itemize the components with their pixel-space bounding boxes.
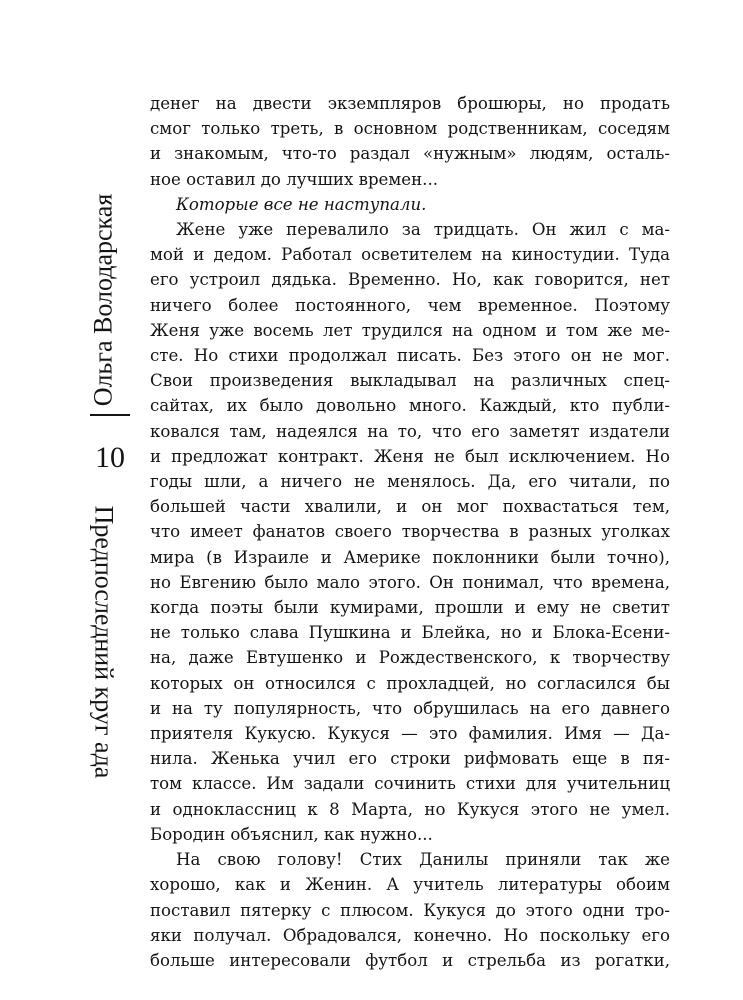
text-line: годы шли, а ничего не менялось. Да, его читали, по (150, 472, 670, 492)
running-header-title (86, 492, 120, 792)
text-line: что имеет фанатов своего творчества в разных уголках (150, 522, 670, 542)
text-line: приятеля Кукусю. Кукуся — это фамилия. Имя — Да- (150, 724, 670, 744)
header-divider (90, 414, 130, 416)
text-line: сайтах, их было довольно много. Каждый, кто публи- (150, 396, 670, 416)
text-line: больше интересовали футбол и стрельба из рогатки, (150, 950, 670, 970)
author-name: Ольга Володарская (88, 193, 117, 407)
text-line: денег на двести экземпляров брошюры, но продать (150, 94, 670, 113)
book-title: Предпоследний круг ада (89, 505, 118, 779)
text-line: Женя уже восемь лет трудился на одном и том же ме- (150, 320, 670, 340)
text-line: На свою голову! Стих Данилы приняли так же (176, 850, 670, 870)
text-line: нила. Женька учил его строки рифмовать еще в пя- (150, 749, 670, 769)
text-line: Которые все не наступали. (176, 194, 427, 214)
text-line: хорошо, как и Женин. А учитель литературы обоим (150, 875, 670, 895)
paragraph (150, 217, 670, 847)
running-header-author (86, 185, 120, 415)
text-line: на, даже Евтушенко и Рождественского, к творчеству (150, 648, 670, 668)
text-line: ное оставил до лучших времен... (150, 169, 438, 189)
text-line: не только слава Пушкина и Блейка, но и Блока-Есени- (150, 623, 670, 643)
text-line: и предложат контракт. Женя не был исключением. Но (150, 446, 670, 466)
text-line: и одноклассниц к 8 Марта, но Кукуся этого не умел. (150, 799, 670, 819)
text-line: но Евгению было мало этого. Он понимал, что времена, (150, 572, 670, 592)
text-line: поставил пятерку с плюсом. Кукуся до этого одни тро- (150, 900, 670, 920)
text-line: ничего более постоянного, чем временное. Поэтому (150, 295, 670, 315)
text-line: смог только треть, в основном родственникам, соседям (150, 119, 670, 139)
paragraph (150, 847, 670, 973)
text-line: мой и дедом. Работал осветителем на киностудии. Туда (150, 245, 670, 265)
text-line: большей части хвалили, и он мог похвастаться тем, (150, 497, 670, 517)
text-line: его устроил дядька. Временно. Но, как говорится, нет (150, 270, 670, 290)
text-line: мира (в Израиле и Америке поклонники были точно), (150, 547, 670, 567)
text-line: том классе. Им задали сочинить стихи для учительниц (150, 774, 670, 794)
page-number: 10 (95, 441, 125, 474)
paragraph (150, 192, 670, 217)
text-line: Свои произведения выкладывал на различных спец- (150, 371, 670, 391)
text-line: и на ту популярность, что обрушилась на его давнего (150, 698, 670, 718)
text-line: которых он относился с прохладцей, но согласился бы (150, 673, 670, 693)
body-text (150, 91, 670, 973)
paragraph (150, 91, 670, 192)
text-line: и знакомым, что-то раздал «нужным» людям, осталь- (150, 144, 670, 164)
text-line: Жене уже перевалило за тридцать. Он жил с ма- (176, 220, 670, 240)
text-line: Бородин объяснил, как нужно... (150, 824, 433, 844)
text-line: ковался там, надеялся на то, что его заметят издатели (150, 421, 670, 441)
text-line: сте. Но стихи продолжал писать. Без этого он не мог. (150, 346, 670, 366)
text-line: когда поэты были кумирами, прошли и ему не светит (150, 598, 670, 618)
text-line: яки получал. Обрадовался, конечно. Но поскольку его (150, 925, 670, 945)
